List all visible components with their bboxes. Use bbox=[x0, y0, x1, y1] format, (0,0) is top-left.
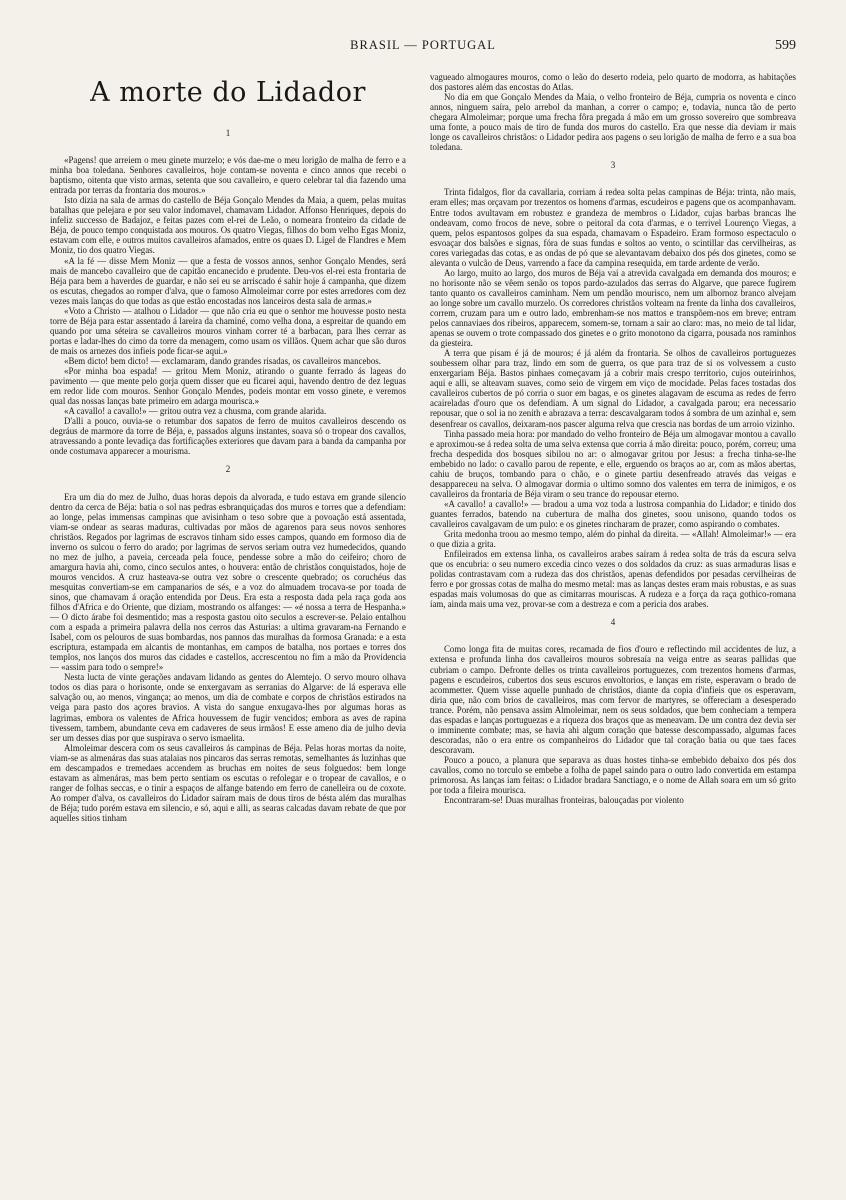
section-number: 4 bbox=[610, 617, 616, 628]
paragraph: «Por minha boa espada! — gritou Mem Moniz, atirando o guante ferrado ás lageas do pavimento — que mente pelo gorja quem disser que eu ficarei aqui, havendo dentro de dez leguas em redor lide com mouros. Senhor Gonçalo Mendes, podeis montar em vosso ginete, e veremos qual das nossas lanças bate primeiro em adarga mourisca.» bbox=[50, 366, 406, 407]
paragraph: «Bem dicto! bem dicto! — exclamaram, dando grandes risadas, os cavalleiros mancebos. bbox=[64, 355, 381, 366]
paragraph: Isto dizia na sala de armas do castello de Béja Gonçalo Mendes da Maia, a quem, pelas muitas batalhas que pelejara e por seu valor indomavel, chamavam Lidador. Affonso Henriques, depois do infeliz successo de Badajoz, e feitas pazes com el-rei de Leão, o nomeara fronteiro da cidade de Béja, de pouco tempo conquistada aos mouros. Os quatro Viegas, filhos do bom velho Egas Moniz, estavam com elle, e outros muitos cavalleiros afamados, entre os quaes D. Ligel de Flandres e Mem Moniz, tio dos quatro Viegas. bbox=[50, 195, 406, 256]
paragraph: Como longa fita de muitas cores, recamada de fios d'ouro e reflectindo mil accidentes de luz, a extensa e profunda linha dos cavalleiros mouros sobresaía na veiga entre as searas pallidas que cubriam o campo. Defronte delles os trinta cavalleiros portuguezes, com trezentos homens d'armas, pagens e escudeiros, cubertos dos seus escuros envoltorios, e lanças em riste, esperavam o brado de acommetter. Quem visse aquelle punhado de christãos, diante da copia d'infieis que os esperavam, diria que, não com brios de cavalleiros, mas com fervor de martyres, se offereciam a desesperado trance. Porém, não pensava assim Almoleimar, nem os seus soldados, que bem conheciam a tempera das espadas e lanças portuguezas e a riqueza dos braços que as meneavam. De um contra dez devia ser o imminente combate; mas, se havia ahi algum coração que batesse descompassado, algumas faces descoradas, não o era entre os companheiros do Lidador que tal coração batia ou que taes faces descoravam. bbox=[430, 644, 796, 755]
page-header bbox=[50, 38, 796, 58]
paragraph: Nesta lucta de vinte gerações andavam lidando as gentes do Alemtejo. O servo mouro olhava todos os dias para o horisonte, onde se enxergavam as serranias do Algarve: de lá esperava elle salvação ou, ao menos, vingança; ao menos, um dia de combate e corpos de christãos estirados na veiga para pasto dos açores bravios. A vista do sangue enxugava-lhes por algumas horas as lagrimas, embora os valentes de Africa houvessem de fugir vencidos; embora as aves de rapina tivessem, tambem, abundante ceva em cadaveres de seus irmãos! E esse ameno dia de julho devia ser um desses dias por que suspirava o servo ismaelita. bbox=[50, 672, 406, 743]
paragraph: Ao largo, muito ao largo, dos muros de Béja vai a atrevida cavalgada em demanda dos mouros; e no horisonte não se vêem senão os topos pardo-azulados das serras do Algarve, que parece fugirem tanto quanto os cavalleiros caminham. Nem um pendão mourisco, nem um albornoz branco alvejam ao longe sobre um cavallo murzelo. Os corredores christãos volteam na frente da linha dos cavalleiros, correm, cruzam para um e outro lado, embrenham-se nos mattos e transpõem-nos em breve; entram pelos cannaviaes dos ribeiros, apparecem, somem-se, tornam a sair ao claro: mas, no meio de tal lidar, apenas se ouvem o trote compassado dos ginetes e o grito monotono da cigarra, pousada nos raminhos da giesteira. bbox=[430, 267, 796, 349]
paragraph: «Pagens! que arreiem o meu ginete murzelo; e vós dae-me o meu lorigão de malha de ferro e a minha boa toledana. Senhores cavalleiros, hoje contam-se noventa e cinco annos que recebi o baptismo, oitenta que visto armas, setenta que sou cavalleiro, e quero celebrar tal dia fazendo uma entrada por terras da frontaria dos mouros.» bbox=[50, 155, 406, 196]
article-title: A morte do Lidador bbox=[90, 77, 366, 108]
right-column bbox=[430, 72, 796, 1157]
paragraph: D'alli a pouco, ouvia-se o retumbar dos sapatos de ferro de muitos cavalleiros descendo os degráus de marmore da torre de Béja, e, passados alguns instantes, soava só o tropear dos cavallos, atravessando a ponte levadiça das fortificações exteriores que davam para a banda da campanha por onde costumava apparecer a mourisma. bbox=[50, 416, 406, 457]
page-number: 599 bbox=[775, 38, 796, 53]
paragraph: Grita medonha troou ao mesmo tempo, além do pinhal da direita. — «Allah! Almoleimar!» — era o que dizia a grita. bbox=[430, 529, 796, 550]
paragraph: Enfileirados em extensa linha, os cavalleiros arabes saíram á redea solta de trás da escura selva que os encubria: o seu numero excedia cinco vezes o dos soldados da cruz: as suas armaduras lisas e polidas contrastavam com a rudeza das dos christãos, apenas defendidos por pesadas cervilheiras de ferro e por grossas cotas de malha do mesmo metal: mas as lanças destes eram mais robustas, e as suas espadas mais volumosas do que as cimitarras mouriscas. A rudeza e a força da raça gothico-romana íam, ainda mais uma vez, provar-se com a destreza e com a pericia dos arabes. bbox=[430, 549, 796, 610]
running-head: BRASIL — PORTUGAL bbox=[350, 38, 496, 52]
section-number: 3 bbox=[610, 160, 616, 171]
paragraph: Era um dia do mez de Julho, duas horas depois da alvorada, e tudo estava em grande silencio dentro da cerca de Béja: batia o sol nas pedras esbranquiçadas dos muros e torres que a defendiam: ao longe, pelas immensas campinas que avisinham o teso sobre que a povoação está assentada, viam-se ondear as searas maduras, cultivadas por mãos de agarenos para seus novos senhores christãos. Regados por lagrimas de escravos tinham sido esses campos, quando em formoso dia de inverno os sulcou o ferro do arado; por lagrimas de servos seriam outra vez humedecidos, quando no mez de julho, a paveia, cerceada pela fouce, pendesse sobre a mão do ceifeiro; choro de amargura havia ahi, como, cinco seculos antes, o houvera: então de christãos conquistados, hoje de mouros vencidos. A cruz hasteava-se outra vez sobre o crescente quebrado; os coruchéus das mesquitas convertiam-se em campanarios de sés, e a voz do almuadem trocava-se por toada de sinos, que chamavam á oração entendida por Deus. Era esta a resposta dada pela raça goda aos filhos d'Africa e do Oriente, que diziam, mostrando os alfanges: — «é nossa a terra de Hespanha.» — O dicto árabe foi desmentido; mas a resposta gastou oito seculos a escrever-se. Pelaio entalhou com a espada a primeira palavra della nos cerros das Asturias: a ultima gravaram-na Fernando e Isabel, com os pelouros de suas bombardas, nos pannos das muralhas da formosa Granada: e a esta escriptura, estampada em alcantis de montanhas, em campos de batalha, nos portaes e torres dos templos, nos lanços dos muros das cidades e castellos, accrescentou no fim a mão da Providencia — «assim para todo o sempre!» bbox=[50, 491, 406, 673]
paragraph: A terra que pisam é já de mouros; é já além da frontaria. Se olhos de cavalleiros portuguezes soubessem olhar para traz, lindo em som de guerra, os que para traz de si os volvessem a custo enxergariam Béja. Bastos pinhaes começavam já a cobrir mais crespo territorio, cujos outeirinhos, aqui e alli, se alteavam suaves, como seio de virgem em viço de mocidade. Pelas faces tostadas dos cavalleiros cubertos de pó corria o suor em bagas, e os ginetes alagavam de escuma as redes de ferro acaireladas d'ouro que os defendiam. A um signal do Lidador, a cavalgada parou; era necessario repousar, que o sol ia no zenith e abrazava a terra: descavalgaram todos á sombra de um azinhal e, sem desenfrear os cavallos, deixaram-nos pascer alguma relva que crescia nas bordas de um arroio vizinho. bbox=[430, 348, 796, 429]
paragraph: «Voto a Christo — atalhou o Lidador — que não cria eu que o senhor me houvesse posto nesta torre de Béja para estar assentado á lareira da chaminé, como velha dona, a espreitar de quando em quando por uma séteira se cavalleiros mouros vinham correr té a barbacan, para lhes cerrar as portas e ladar-lhes do cimo da torre da menagem, como usam os villãos. Quem achar que são duros de mais os arnezes dos infieis pode ficar-se aqui.» bbox=[50, 305, 406, 356]
paragraph: Trinta fidalgos, flor da cavallaria, corriam á redea solta pelas campinas de Béja: trinta, não mais, eram elles; mas orçavam por trezentos os homens d'armas, escudeiros e pagens que os acompanhavam. Entre todos avultavam em robustez e grandeza de membros o Lidador, cujas barbas brancas lhe ondeavam, como frocos de neve, sobre o peitoral da cota d'armas, e o terrivel Lourenço Viegas, a quem, pelos espantosos golpes da sua espada, chamavam o Espadeiro. Eram formoso espectaculo o esvoaçar dos balsões e signas, fóra de suas fundas e soltos ao vento, o scintillar das cervilheiras, as cores variegadas das cotas, e as ondas de pó que se alevantavam debaixo dos pés dos ginetes, como se alevanta o vulcão de Deus, varrendo a face da campina resequida, em tarde ardente de verão. bbox=[430, 187, 796, 268]
paragraph: «A la fé — disse Mem Moniz — que a festa de vossos annos, senhor Gonçalo Mendes, será mais de mancebo cavalleiro que de capitão encanecido e prudente. Deu-vos el-rei esta frontaria de Béja para bem a haverdes de guardar, e não sei eu se arriscado é sahir hoje á campanha, que dizem os escutas, chegados ao romper d'alva, que o famoso Almoleimar corre por estes arredores com dez vezes mais lanças do que todas as que estão encostadas nos lanceiros desta sala de armas.» bbox=[50, 255, 406, 306]
paragraph: «A cavallo! a cavallo!» — bradou a uma voz toda a lustrosa companhia do Lidador; e tinido dos guantes ferrados, batendo na cubertura de malha dos ginetes, soou unisono, quando todos os cavalleiros cavalgavam de um pulo: e os ginetes rincharam de prazer, como aspirando o combates. bbox=[430, 498, 796, 529]
paragraph: «A cavallo! a cavallo!» — gritou outra vez a chusma, com grande alarida. bbox=[64, 406, 327, 417]
paragraph: Pouco a pouco, a planura que separava as duas hostes tinha-se embebido debaixo dos pés dos cavallos, como no torculo se embebe a folha de papel saindo para o outro lado convertida em estampa primorosa. As lanças íam feitas: o Lidador bradara Sanctiago, e o nome de Allah soara em um só grito por toda a fileira mourisca. bbox=[430, 754, 796, 796]
section-number: 2 bbox=[225, 464, 231, 475]
left-column bbox=[50, 72, 406, 1172]
paragraph: Almoleimar descera com os seus cavalleiros ás campinas de Béja. Pelas horas mortas da noite, viam-se as almenáras das suas atalaias nos pincaros das serras remotas, semelhantes ás luzinhas que em descampados e tremedaes accendem as bruchas em noites de seus folguedos: bem longe estavam as almenáras, mas bem perto sentiam os escutas o refolegar e o tropear de cavallos, e o ranger de folhas seccas, e o tinir a espaços de alfange batendo em ferro de canelleira ou de coxote. Ao romper d'alva, os cavalleiros do Lidador saíram mais de dous tiros de bésta além das muralhas de Béja; tudo porém estava em silencio, e só, aqui e alli, as searas calcadas davam rebate de que por aquelles sitios tinham bbox=[50, 742, 406, 823]
paragraph: Encontraram-se! Duas muralhas fronteiras, balouçadas por violento bbox=[444, 795, 684, 806]
section-number: 1 bbox=[225, 128, 231, 138]
paragraph: No dia em que Gonçalo Mendes da Maia, o velho fronteiro de Béja, cumpria os noventa e cinco annos, ninguem saíra, pelo arrebol da manhan, a correr o campo; e, todavia, nunca tão de perto chegara Almoleimar; porque uma frecha fôra pregada á mão em um grosso sovereiro que sombreava uma fonte, a pouco mais de tiro de funda dos muros do castello. Era que nesse dia deviam ir mais longe os cavalleiros christãos: o Lidador pedira aos pagens o seu lorigão de malha de ferro e a sua boa toledana. bbox=[430, 92, 796, 153]
continuation-paragraph: vagueado almogaures mouros, como o leão do deserto rodeia, pelo quarto de modorra, as habitações dos pastores além das encostas do Atlas. bbox=[430, 72, 796, 93]
paragraph: Tinha passado meia hora: por mandado do velho fronteiro de Béja um almogavar montou a cavallo e aproximou-se á redea solta de uma selva extensa que corria á mão direita: pouco, porém, correu; uma frecha despedida dos bosques sibilou no ar: o almogavar gritou por Jesus: a frecha tinha-se-lhe embebido no lado: o cavallo parou de repente, e elle, erguendo os braços ao ar, com as mãos abertas, cahiu de bruços, tombando para o chão, e o ginete partiu desenfreado através das veigas e desappareceu na selva. O almogavar dormia o ultimo somno dos valentes em terra de inimigos, e os cavalleiros da frontaria de Béja viram o seu trance do repousar eterno. bbox=[430, 428, 796, 499]
